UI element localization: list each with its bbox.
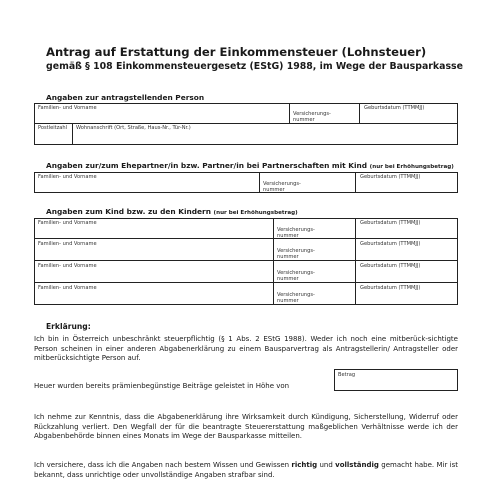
partner-dob-field[interactable] [355,173,457,192]
child-2-dob-field[interactable] [355,239,457,260]
section-heading-partner [46,161,454,170]
field-label-svn-2: nummer [277,298,299,304]
field-label-name: Familien- und Vorname [38,241,97,247]
section-heading-partner-main: Angaben zur/zum Ehepartner/in bzw. Partner/in bei Partnerschaften mit Kind [46,161,368,170]
field-label-svn-1: Versicherungs- [263,181,301,187]
field-label-svn-2: nummer [277,233,299,239]
field-label-address: Wohnanschrift (Ort, Straße, Haus-Nr., Tür-Nr.) [76,125,191,131]
affirmation-text-end: gemacht habe. Mir ist bekannt, dass unrichtige oder unvollständige Angaben strafbar sind. [34,461,458,479]
child-3-name-field[interactable] [35,261,273,282]
child-row-2 [34,239,458,261]
field-label-dob: Geburtsdatum (TTMMJJ) [360,263,421,269]
field-label-svn-1: Versicherungs- [277,227,315,233]
child-row-4 [34,283,458,305]
section-heading-children-note: (nur bei Erhöhungsbetrag) [213,210,298,216]
applicant-svn-field[interactable] [289,104,359,123]
applicant-dob-field[interactable] [359,104,457,123]
declaration-paragraph-contributions: Heuer wurden bereits prämienbegünstige Beiträge geleistet in Höhe von [34,382,290,390]
field-label-svn-2: nummer [277,276,299,282]
child-1-svn-field[interactable] [273,219,355,238]
field-label-name: Familien- und Vorname [38,174,97,180]
field-label-svn-2: nummer [277,254,299,260]
field-label-name: Familien- und Vorname [38,105,97,111]
child-3-svn-field[interactable] [273,261,355,282]
field-label-betrag: Betrag [338,372,356,378]
field-label-dob: Geburtsdatum (TTMMJJ) [360,241,421,247]
affirmation-bold-complete: vollständig [335,461,379,469]
applicant-row-2 [34,124,458,145]
field-label-dob: Geburtsdatum (TTMMJJ) [364,105,425,111]
field-label-svn-1: Versicherungs- [277,248,315,254]
child-4-dob-field[interactable] [355,283,457,304]
field-label-svn-1: Versicherungs- [277,292,315,298]
affirmation-text-start: Ich versichere, dass ich die Angaben nach bestem Wissen und Gewissen [34,461,292,469]
field-label-dob: Geburtsdatum (TTMMJJ) [360,285,421,291]
betrag-field[interactable] [334,369,458,391]
field-label-plz: Postleitzahl [38,125,68,131]
child-2-svn-field[interactable] [273,239,355,260]
applicant-plz-field[interactable] [35,124,72,144]
child-4-svn-field[interactable] [273,283,355,304]
section-heading-children-main: Angaben zum Kind bzw. zu den Kindern [46,207,211,216]
declaration-paragraph-residency: Ich bin in Österreich unbeschränkt steuerpflichtig (§ 1 Abs. 2 EStG 1988). Weder ich noch eine mitberück-sichtigte Person scheinen in einer anderen Abgabenerklärung zu einem Bausparvertrag als Antragstellerin/ Antragsteller oder mitberücksichtigte Person auf. [34,335,458,363]
applicant-row-1 [34,103,458,124]
form-subtitle: gemäß § 108 Einkommensteuergesetz (EStG) 1988, im Wege der Bausparkasse [46,61,463,72]
field-label-svn-2: nummer [293,117,315,123]
child-row-1 [34,218,458,239]
section-heading-partner-note: (nur bei Erhöhungsbetrag) [369,164,454,170]
form-title: Antrag auf Erstattung der Einkommensteuer (Lohnsteuer) [46,45,427,59]
field-label-name: Familien- und Vorname [38,263,97,269]
applicant-address-field[interactable] [72,124,457,144]
field-label-svn-2: nummer [263,187,285,193]
declaration-heading: Erklärung: [46,322,91,331]
field-label-svn-1: Versicherungs- [293,111,331,117]
field-label-svn-1: Versicherungs- [277,270,315,276]
applicant-name-field[interactable] [35,104,289,123]
partner-row [34,172,458,193]
child-row-3 [34,261,458,283]
section-heading-children [46,207,298,216]
partner-name-field[interactable] [35,173,259,192]
affirmation-text-mid: und [317,461,336,469]
child-1-dob-field[interactable] [355,219,457,238]
field-label-name: Familien- und Vorname [38,220,97,226]
field-label-dob: Geburtsdatum (TTMMJJ) [360,174,421,180]
child-1-name-field[interactable] [35,219,273,238]
field-label-name: Familien- und Vorname [38,285,97,291]
declaration-paragraph-affirmation [34,461,458,480]
partner-svn-field[interactable] [259,173,355,192]
section-heading-applicant: Angaben zur antragstellenden Person [46,93,205,102]
affirmation-bold-correct: richtig [291,461,318,469]
child-2-name-field[interactable] [35,239,273,260]
declaration-paragraph-notification: Ich nehme zur Kenntnis, dass die Abgabenerklärung ihre Wirksamkeit durch Kündigung, Sicherstellung, Widerruf oder Rückzahlung verliert. Den Wegfall der für die beantragte Steuererstattung maßgeblichen Verhältnisse werde ich der Abgabenbehörde binnen eines Monats im Wege der Bausparkasse mitteilen. [34,413,458,441]
child-3-dob-field[interactable] [355,261,457,282]
field-label-dob: Geburtsdatum (TTMMJJ) [360,220,421,226]
child-4-name-field[interactable] [35,283,273,304]
